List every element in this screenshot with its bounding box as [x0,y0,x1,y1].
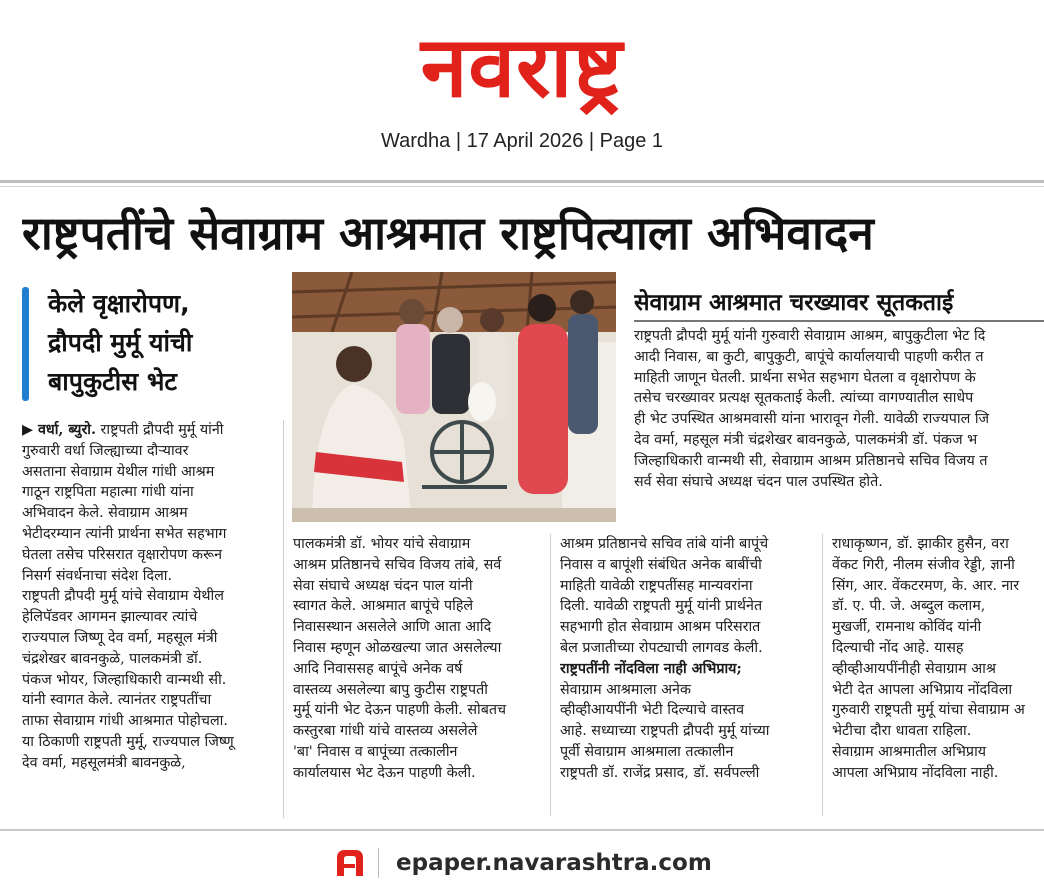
column-line: दिल्याची नोंद आहे. यासह [832,639,964,656]
column-line: निवासस्थान असलेले आणि आता आदि [293,619,492,636]
column-line: भेटीचा दौरा धावता राहिला. [832,723,972,740]
column-line: या ठिकाणी राष्ट्रपती मुर्मू, राज्यपाल जिष्णू [22,733,234,750]
sidebar-rule [634,320,1044,322]
column-line: भेटीदरम्यान त्यांनी प्रार्थना सभेत सहभाग [22,525,227,542]
article-column-3 [560,534,812,816]
sidebar-line: आदी निवास, बा कुटी, बापुकुटी, बापूंचे कार्यालयाची पाहणी करीत त [634,348,984,365]
column-line: आश्रम प्रतिष्ठानचे सचिव तांबे यांनी बापूंचे [560,536,769,552]
column-line: सिंग, आर. वेंकटरमण, के. आर. नार [832,577,1020,594]
column-line: निवास व बापूंशी संबंधित अनेक बाबींची [560,556,762,573]
article-photo [292,272,616,522]
column-line: वास्तव्य असलेल्या बापु कुटीस राष्ट्रपती [293,681,488,698]
column-line: आदि निवाससह बापूंचे अनेक वर्ष [293,660,463,677]
column-line: राज्यपाल जिष्णू देव वर्मा, महसूल मंत्री [22,629,218,646]
sidebar-line: तसेच चरख्यावर प्रत्यक्ष सूतकताई केली. त्यांच्या वागण्यातील साधेप [634,390,974,407]
column-line: राधाकृष्णन, डॉ. झाकीर हुसैन, वरा [832,536,1009,552]
subheadline-line: द्रौपदी मुर्मू यांची [48,328,193,357]
sidebar-line: माहिती जाणून घेतली. प्रार्थना सभेत सहभाग घेतला व वृक्षारोपण के [634,369,976,386]
section-subheading: राष्ट्रपतींनी नोंदविला नाही अभिप्राय; [560,660,742,677]
article-headline: राष्ट्रपतींचे सेवाग्राम आश्रमात राष्ट्रपित्याला अभिवादन [22,206,874,260]
column-line: 'बा' निवास व बापूंच्या तत्कालीन [293,743,458,760]
column-line: मुखर्जी, रामनाथ कोविंद यांनी [832,619,982,636]
article-dateline: ▶ वर्धा, ब्युरो. [22,422,96,438]
column-line: असताना सेवाग्राम येथील गांधी आश्रम [22,463,215,480]
column-line: स्वागत केले. आश्रमात बापूंचे पहिले [293,598,474,615]
column-line: हेलिपॅडवर आगमन झाल्यावर त्यांचे [22,609,198,626]
sidebar-text [634,326,1044,518]
column-line: माहिती यावेळी राष्ट्रपतींसह मान्यवरांना [560,577,753,594]
column-line: सेवाग्राम आश्रमातील अभिप्राय [832,743,987,760]
column-line: आपला अभिप्राय नोंदविला नाही. [832,764,999,781]
column-line: व्हीव्हीआयपींनी भेटी दिल्याचे वास्तव [560,702,745,719]
edition-dateline: Wardha | 17 April 2026 | Page 1 [380,130,664,152]
column-line: पंकज भोयर, जिल्हाधिकारी वान्मथी सी. [22,671,227,688]
column-1-first-line [22,420,272,441]
masthead [0,0,1044,180]
column-line: पूर्वी सेवाग्राम आश्रमाला तत्कालीन [560,743,734,760]
column-line: भेटी देत आपला अभिप्राय नोंदविला [832,681,1013,698]
sidebar-title: सेवाग्राम आश्रमात चरख्यावर सूतकताई [634,290,954,316]
column-line: चंद्रशेखर बावनकुळे, पालकमंत्री डॉ. [22,650,203,667]
column-line: आश्रम प्रतिष्ठानचे सचिव विजय तांबे, सर्व [293,556,502,573]
column-line: राष्ट्रपती डॉ. राजेंद्र प्रसाद, डॉ. सर्वपल्ली [560,764,760,781]
column-line: सेवाग्राम आश्रमाला अनेक [560,681,691,698]
column-line: सेवा संघाचे अध्यक्ष चंदन पाल यांनी [293,577,473,594]
column-line: देव वर्मा, महसूलमंत्री बावनकुळे, [22,754,186,771]
article-column-1 [22,420,272,818]
column-line: निवास म्हणून ओळखल्या जात असलेल्या [293,639,502,656]
column-line: व्हीव्हीआयपींनीही सेवाग्राम आश्र [832,660,996,677]
article-column-2 [293,534,539,816]
masthead-rule [0,180,1044,183]
column-line: दिली. यावेळी राष्ट्रपती मुर्मू यांनी प्रार्थनेत [560,598,763,615]
footer-divider [378,848,379,878]
sidebar-line: देव वर्मा, महसूल मंत्री चंद्रशेखर बावनकुळे, पालकमंत्री डॉ. पंकज भ [634,431,978,448]
article-column-4 [832,534,1044,816]
column-line: यांनी स्वागत केले. त्यानंतर राष्ट्रपतींचा [22,692,212,709]
column-separator [550,534,551,816]
column-line: आहे. सध्याच्या राष्ट्रपती द्रौपदी मुर्मू यांच्या [560,723,770,740]
column-line: बेल प्रजातीच्या रोपट्याची लागवड केली. [560,639,763,656]
sidebar-line: जिल्हाधिकारी वान्मथी सी, सेवाग्राम आश्रम प्रतिष्ठानचे सचिव विजय त [634,452,988,469]
newspaper-logo[interactable]: नवराष्ट्र [420,18,624,116]
subheadline-accent-bar [22,287,29,401]
sidebar-line: राष्ट्रपती द्रौपदी मुर्मू यांनी गुरुवारी सेवाग्राम आश्रम, बापुकुटीला भेट दि [634,328,986,344]
column-line: अभिवादन केले. सेवाग्राम आश्रम [22,505,188,522]
footer-rule [0,829,1044,831]
column-line: पालकमंत्री डॉ. भोयर यांचे सेवाग्राम [293,536,471,552]
subheadline-line: बापुकुटीस भेट [48,367,178,396]
column-separator [822,534,823,816]
column-line: कार्यालयास भेट देऊन पाहणी केली. [293,764,476,781]
subheadline-line: केले वृक्षारोपण, [48,289,190,318]
column-separator [283,420,284,818]
article-subheadline [48,284,278,401]
column-line: मुर्मू यांनी भेट देऊन पाहणी केली. सोबतच [293,702,507,719]
column-line: सहभागी होत सेवाग्राम आश्रम परिसरात [560,619,761,636]
column-line: गुरुवारी वर्धा जिल्ह्याच्या दौऱ्यावर [22,442,189,459]
sidebar-line: ही भेट उपस्थित आश्रमवासी यांना भारावून गेली. यावेळी राज्यपाल जि [634,411,990,428]
epaper-link[interactable]: epaper.navarashtra.com [396,850,712,876]
column-line: राष्ट्रपती द्रौपदी मुर्मू यांचे सेवाग्राम येथील [22,588,224,605]
column-line: गाठून राष्ट्रपिता महात्मा गांधी यांना [22,484,194,501]
navarashtra-mark-icon [333,846,367,880]
photo-illustration [292,272,616,522]
column-line: निसर्ग संवर्धनाचा संदेश दिला. [22,567,173,584]
column-line: कस्तुरबा गांधी यांचे वास्तव्य असलेले [293,723,478,740]
column-line: राष्ट्रपती द्रौपदी मुर्मू यांनी [100,422,224,438]
column-line: गुरुवारी राष्ट्रपती मुर्मू यांचा सेवाग्राम अ [832,702,1025,719]
sidebar-line: सर्व सेवा संघाचे अध्यक्ष चंदन पाल उपस्थित होते. [634,473,883,490]
masthead-rule-thin [0,186,1044,187]
column-line: घेतला तसेच परिसरात वृक्षारोपण करून [22,546,223,563]
column-line: डॉ. ए. पी. जे. अब्दुल कलाम, [832,598,986,615]
column-line: वेंकट गिरी, नीलम संजीव रेड्डी, ज्ञानी [832,556,1015,573]
column-line: ताफा सेवाग्राम गांधी आश्रमात पोहोचला. [22,713,228,730]
